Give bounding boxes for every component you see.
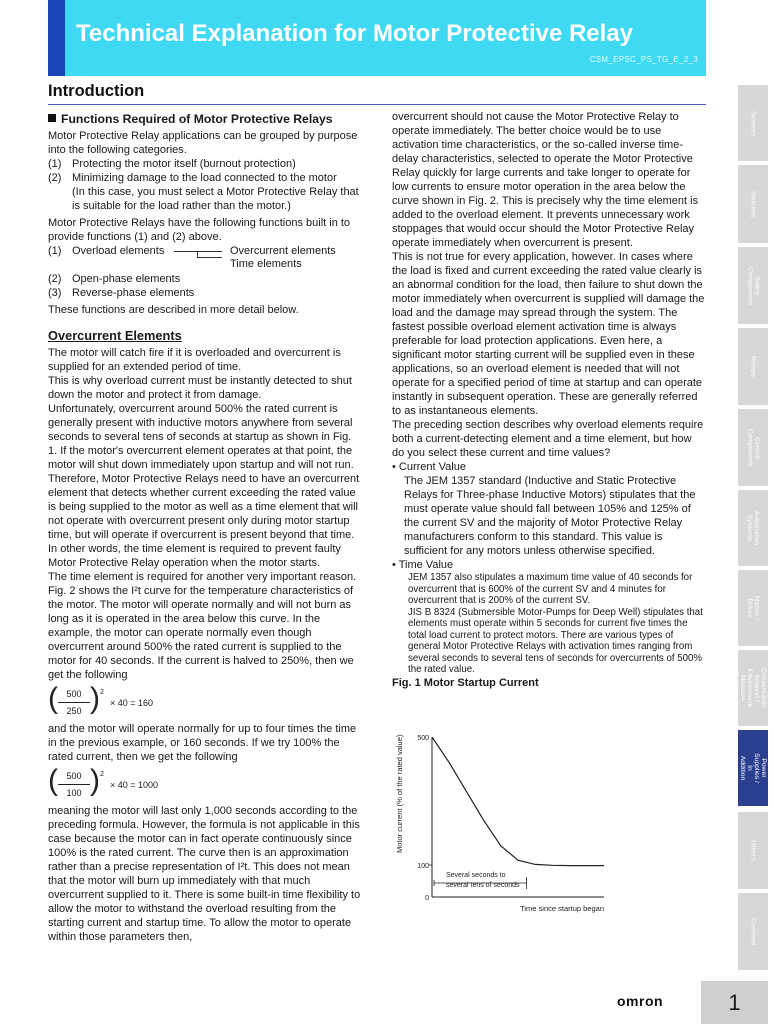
side-tab-label: Relays [749, 356, 757, 377]
formula-100: ( 500 100 ) 2 × 40 = 1000 [48, 764, 159, 798]
side-tab-label: Energy Conservation Support / Environment Measure Equipment [732, 667, 774, 709]
side-tab-label: Switches [749, 190, 757, 218]
y-tick-label: 500 [417, 735, 429, 742]
paragraph: The motor will catch fire if it is overloaded and overcurrent is supplied for an extended period of time. [48, 347, 341, 373]
side-tab-label: Power Supplies / In Addition [739, 753, 767, 783]
side-tab[interactable] [738, 490, 768, 566]
side-tab-label: Automation Systems [746, 510, 761, 546]
document-code: CSM_EPSC_PS_TG_E_2_3 [589, 55, 698, 64]
section-divider [48, 104, 706, 105]
side-tab[interactable] [738, 85, 768, 161]
formula-250: ( 500 250 ) 2 × 40 = 160 [48, 682, 154, 716]
overcurrent-heading: Overcurrent Elements [48, 328, 182, 343]
startup-current-curve [432, 737, 604, 866]
list-item: (2) Open-phase elements [48, 273, 181, 285]
time-value-body-1: JEM 1357 also stipulates a maximum time value of 40 seconds for overcurrent that is 600% of the current SV and 4 minutes for overcurrent that is 200% of the current SV. [408, 572, 693, 606]
side-tab-label: Safety Components [746, 266, 760, 305]
side-tab[interactable] [738, 409, 768, 486]
figure-title: Fig. 1 Motor Startup Current [392, 676, 539, 689]
paragraph: Unfortunately, overcurrent around 500% the rated current is generally present with inductive motors anywhere from several seconds to several tens of seconds at startup as shown in Fig. 1. If the motor's overcurrent element operates at that point, the motor will shut down immediately upon startup and will not run. Therefore, Motor Protective Relays need to have an overcurrent element that detects whether current exceeding the rated value is being supplied to the motor as well as a time element that will not operate with overcurrent present only during motor startup time, but will operate if overcurrent is present beyond that time. In other words, the time element is required to prevent faulty Motor Protective Relay operation when the motor starts. [48, 403, 360, 569]
functions-intro: Motor Protective Relays have the following functions built in to provide functions (1) and (2) above. [48, 217, 351, 243]
paragraph: The time element is required for another very important reason. [48, 571, 357, 583]
duration-annotation: Several seconds to [446, 872, 506, 879]
page-number: 1 [701, 981, 768, 1024]
motor-startup-chart [392, 725, 612, 915]
omron-logo: omron [617, 993, 664, 1009]
branch-line [174, 251, 222, 252]
list-item: (2) Minimizing damage to the load connected to the motor [48, 172, 337, 184]
paragraph: This is why overload current must be instantly detected to shut down the motor and protect it from damage. [48, 375, 352, 401]
header-accent-bar [48, 0, 65, 76]
time-value-heading: • Time Value [392, 559, 454, 571]
right-column [392, 110, 706, 690]
paragraph: Fig. 2 shows the I²t curve for the temperature characteristics of the motor. The motor will operate normally and will not burn as long as it is operated in the area below this curve. In the example, the motor can operate normally even though overcurrent around 500% the rated current is supplied to the motor for 40 seconds. If the current is halved to 250%, then we get the following [48, 585, 354, 681]
side-tab[interactable] [738, 247, 768, 324]
side-tab-label: Common [749, 917, 757, 946]
time-value-body-2: JIS B 8324 (Submersible Motor-Pumps for Deep Well) stipulates that elements must operate within 5 seconds for current five times the total load current to protect motors. There are various types of general Motor Protective Relays with activation times ranging from several seconds to several tens of seconds for overcurrents of 500% the rated value. [408, 606, 703, 675]
page-title: Technical Explanation for Motor Protective Relay [76, 20, 634, 47]
paragraph: The preceding section describes why overload elements require both a current-detecting element and a time element, but how do you select these current and time values? [392, 419, 704, 459]
side-tab-label: Control Components [746, 428, 760, 467]
section-title: Introduction [48, 82, 145, 100]
side-tab[interactable] [738, 812, 768, 889]
current-value-body: The JEM 1357 standard (Inductive and Static Protective Relays for Three-phase Inductive Motors) stipulates that the must operate value should fall between 105% and 125% of the current SV and the majority of Motor Protective Relay manufacturers conform to this standard. This value is sufficient for any motors unless otherwise specified. [404, 475, 696, 557]
y-tick-label: 100 [417, 863, 429, 870]
square-bullet-icon [48, 114, 56, 122]
paragraph: and the motor will operate normally for up to four times the time in the previous example, or 160 seconds. If we try 100% the rated current, then we get the following [48, 723, 357, 763]
paragraph: This is not true for every application, however. In cases where the load is fixed and current exceeding the rated value clearly is an abnormal condition for the load, then failure to shut down the motor immediately when overcurrent is supplied will damage the load and the damage may spread through the system. The fastest possible overload element activation time is always preferable for load protection applications. Even here, a significant motor starting current will be supplied even in these applications, so an overload element is needed that will not operate for a specified period of time at startup and can operate instantly in subsequent operation. These are generally referred to as instantaneous elements. [392, 251, 705, 417]
list-item: (3) Reverse-phase elements [48, 287, 195, 299]
side-tab[interactable] [732, 650, 774, 726]
side-tab[interactable] [738, 893, 768, 970]
overload-elements-row: (1) Overload elements Overcurrent elements Time elements [48, 245, 336, 270]
functions-heading: Functions Required of Motor Protective Relays [48, 111, 363, 128]
more-detail-text: These functions are described in more detail below. [48, 304, 299, 316]
side-tab[interactable] [738, 570, 768, 646]
side-tab-label: Sensors [749, 110, 757, 136]
paragraph: overcurrent should not cause the Motor Protective Relay to operate immediately. The better choice would be to use activation time characteristics, or the so-called inverse time-delay characteristics, selected to operate the Motor Protective Relay quickly for large currents and take longer to operate for low currents to ensure motor operation in the area below the curve shown in Fig. 2. This is precisely why the time element is added to the overload element. It prevents unnecessary work stoppages that would occur should the Motor Protective Relay operate immediately when overcurrent is present. [392, 111, 699, 249]
side-tab[interactable] [738, 328, 768, 405]
y-tick-label: 0 [425, 895, 429, 902]
time-elements-label: Time elements [230, 258, 302, 270]
left-column [48, 111, 363, 944]
overcurrent-elements-label: Overcurrent elements [230, 245, 336, 257]
side-tab[interactable] [738, 730, 768, 806]
paragraph: meaning the motor will last only 1,000 seconds according to the preceding formula. However, the formula is not applicable in this case because the motor can in fact operate continuously since 100% is the rated current. The curve then is an approximation rather than a precise representation of I²t. This does not mean that the motor will burn up immediately with that much overcurrent supplied to it. There is some built-in time flexibility to allow the motor to withstand the overload resulting from the starting current and startup time. To allow the motor to operate within those parameters then, [48, 805, 361, 943]
current-value-heading: • Current Value [392, 461, 466, 473]
intro-paragraph: Motor Protective Relay applications can be grouped by purpose into the following categories. [48, 130, 358, 156]
side-tab-label: Motion / Drives [746, 595, 760, 621]
x-axis-label: Time since startup began [520, 904, 604, 913]
side-tab-label: Others [749, 840, 757, 861]
branch-line [197, 257, 222, 258]
side-tab[interactable] [738, 165, 768, 243]
list-item: (1) Protecting the motor itself (burnout protection) [48, 158, 296, 170]
y-axis-label: Motor current (% of the rated value) [395, 734, 404, 853]
list-note: (In this case, you must select a Motor Protective Relay that is suitable for the load rather than the motor.) [72, 186, 359, 212]
duration-annotation: several tens of seconds [446, 882, 520, 889]
